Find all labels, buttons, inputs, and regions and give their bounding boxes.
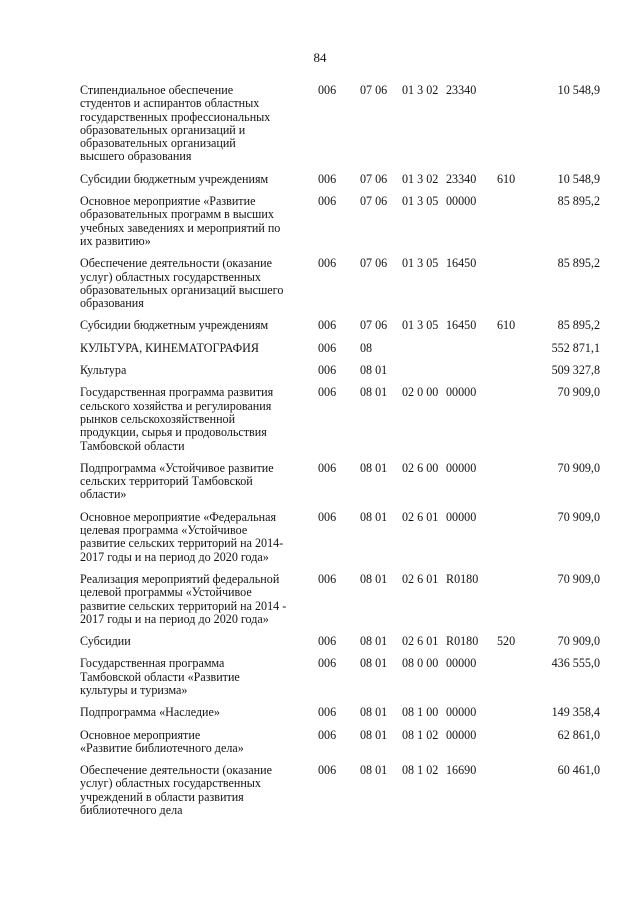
table-row bbox=[80, 364, 600, 377]
item-name: Основное мероприятие «Федеральная целевая программа «Устойчивое развитие сельских территорий на 2014- 2017 годы и на период до 2020 года» bbox=[80, 509, 284, 564]
section-code: 08 01 bbox=[360, 727, 388, 742]
expense-direction-code: 00000 bbox=[446, 727, 477, 742]
expense-direction-code: 16690 bbox=[446, 763, 477, 778]
department-code: 006 bbox=[318, 509, 337, 524]
item-name: КУЛЬТУРА, КИНЕМАТОГРАФИЯ bbox=[80, 340, 259, 355]
section-code: 08 01 bbox=[360, 705, 388, 720]
expense-type-code: 610 bbox=[497, 318, 516, 333]
table-row bbox=[80, 257, 600, 310]
table-row bbox=[80, 729, 600, 756]
program-code: 01 3 05 bbox=[402, 256, 439, 271]
amount: 10 548,9 bbox=[557, 171, 600, 186]
table-row bbox=[80, 511, 600, 564]
amount: 10 548,9 bbox=[557, 83, 600, 97]
amount: 85 895,2 bbox=[557, 194, 600, 209]
item-name: Государственная программа развития сельского хозяйства и регулирования рынков сельскохозяйственной продукции, сырья и продовольствия Тамбовской области bbox=[80, 385, 274, 453]
section-code: 07 06 bbox=[360, 256, 388, 271]
amount: 436 555,0 bbox=[551, 656, 600, 671]
table-row bbox=[80, 342, 600, 355]
item-name: Реализация мероприятий федеральной целевой программы «Устойчивое развитие сельских территорий на 2014 - 2017 годы и на период до 2020 года» bbox=[80, 571, 287, 626]
department-code: 006 bbox=[318, 171, 337, 186]
expense-direction-code: R0180 bbox=[446, 571, 479, 586]
department-code: 006 bbox=[318, 634, 337, 649]
amount: 60 461,0 bbox=[557, 763, 600, 778]
table-row bbox=[80, 635, 600, 648]
department-code: 006 bbox=[318, 385, 337, 400]
section-code: 07 06 bbox=[360, 83, 388, 97]
program-code: 02 6 00 bbox=[402, 460, 439, 475]
expense-direction-code: 00000 bbox=[446, 509, 477, 524]
department-code: 006 bbox=[318, 194, 337, 209]
expense-direction-code: 16450 bbox=[446, 256, 477, 271]
expense-direction-code: 00000 bbox=[446, 460, 477, 475]
amount: 70 909,0 bbox=[557, 571, 600, 586]
amount: 70 909,0 bbox=[557, 634, 600, 649]
program-code: 08 1 02 bbox=[402, 727, 439, 742]
department-code: 006 bbox=[318, 460, 337, 475]
department-code: 006 bbox=[318, 571, 337, 586]
item-name: Культура bbox=[80, 363, 127, 378]
expense-type-code: 520 bbox=[497, 634, 516, 649]
department-code: 006 bbox=[318, 363, 337, 378]
section-code: 08 01 bbox=[360, 460, 388, 475]
department-code: 006 bbox=[318, 727, 337, 742]
budget-table bbox=[80, 84, 600, 826]
section-code: 08 01 bbox=[360, 763, 388, 778]
program-code: 02 6 01 bbox=[402, 509, 439, 524]
department-code: 006 bbox=[318, 656, 337, 671]
table-row bbox=[80, 173, 600, 186]
section-code: 08 01 bbox=[360, 385, 388, 400]
program-code: 01 3 05 bbox=[402, 194, 439, 209]
table-row bbox=[80, 386, 600, 452]
program-code: 01 3 02 bbox=[402, 171, 439, 186]
item-name: Субсидии бюджетным учреждениям bbox=[80, 318, 269, 333]
section-code: 08 01 bbox=[360, 509, 388, 524]
table-row bbox=[80, 573, 600, 626]
program-code: 02 6 01 bbox=[402, 571, 439, 586]
program-code: 08 0 00 bbox=[402, 656, 439, 671]
program-code: 02 0 00 bbox=[402, 385, 439, 400]
program-code: 08 1 02 bbox=[402, 763, 439, 778]
table-row bbox=[80, 706, 600, 719]
amount: 509 327,8 bbox=[551, 363, 600, 378]
section-code: 07 06 bbox=[360, 194, 388, 209]
item-name: Субсидии bbox=[80, 634, 131, 649]
section-code: 08 bbox=[360, 340, 373, 355]
table-row bbox=[80, 657, 600, 697]
program-code: 08 1 00 bbox=[402, 705, 439, 720]
table-row bbox=[80, 195, 600, 248]
expense-direction-code: 23340 bbox=[446, 171, 477, 186]
amount: 70 909,0 bbox=[557, 460, 600, 475]
item-name: Обеспечение деятельности (оказание услуг) областных государственных образовательных организаций высшего образования bbox=[80, 256, 284, 311]
item-name: Подпрограмма «Устойчивое развитие сельских территорий Тамбовской области» bbox=[80, 460, 274, 502]
program-code: 02 6 01 bbox=[402, 634, 439, 649]
program-code: 01 3 05 bbox=[402, 318, 439, 333]
expense-direction-code: 23340 bbox=[446, 83, 477, 97]
item-name: Стипендиальное обеспечение студентов и аспирантов областных государственных профессиональных образовательных организаций и образовательных организаций высшего образования bbox=[80, 83, 271, 164]
section-code: 08 01 bbox=[360, 634, 388, 649]
table-row bbox=[80, 462, 600, 502]
amount: 70 909,0 bbox=[557, 509, 600, 524]
expense-direction-code: 00000 bbox=[446, 385, 477, 400]
department-code: 006 bbox=[318, 705, 337, 720]
expense-direction-code: 00000 bbox=[446, 705, 477, 720]
section-code: 08 01 bbox=[360, 656, 388, 671]
section-code: 07 06 bbox=[360, 171, 388, 186]
amount: 70 909,0 bbox=[557, 385, 600, 400]
expense-direction-code: 00000 bbox=[446, 194, 477, 209]
department-code: 006 bbox=[318, 256, 337, 271]
item-name: Государственная программа Тамбовской области «Развитие культуры и туризма» bbox=[80, 656, 240, 697]
amount: 552 871,1 bbox=[551, 340, 600, 355]
section-code: 08 01 bbox=[360, 571, 388, 586]
amount: 85 895,2 bbox=[557, 256, 600, 271]
amount: 149 358,4 bbox=[551, 705, 600, 720]
item-name: Основное мероприятие «Развитие образовательных программ в высших учебных заведениях и мероприятий по их развитию» bbox=[80, 194, 281, 248]
expense-type-code: 610 bbox=[497, 171, 516, 186]
program-code: 01 3 02 bbox=[402, 83, 439, 97]
section-code: 08 01 bbox=[360, 363, 388, 378]
department-code: 006 bbox=[318, 83, 337, 97]
item-name: Субсидии бюджетным учреждениям bbox=[80, 171, 269, 186]
expense-direction-code: 00000 bbox=[446, 656, 477, 671]
section-code: 07 06 bbox=[360, 318, 388, 333]
table-row bbox=[80, 764, 600, 817]
department-code: 006 bbox=[318, 763, 337, 778]
department-code: 006 bbox=[318, 318, 337, 333]
item-name: Подпрограмма «Наследие» bbox=[80, 705, 220, 720]
table-row bbox=[80, 84, 600, 164]
expense-direction-code: 16450 bbox=[446, 318, 477, 333]
item-name: Основное мероприятие «Развитие библиотечного дела» bbox=[80, 727, 244, 755]
table-row bbox=[80, 319, 600, 332]
amount: 62 861,0 bbox=[557, 727, 600, 742]
amount: 85 895,2 bbox=[557, 318, 600, 333]
page-number: 84 bbox=[313, 50, 327, 65]
expense-direction-code: R0180 bbox=[446, 634, 479, 649]
item-name: Обеспечение деятельности (оказание услуг) областных государственных учреждений в области развития библиотечного дела bbox=[80, 763, 272, 818]
department-code: 006 bbox=[318, 340, 337, 355]
